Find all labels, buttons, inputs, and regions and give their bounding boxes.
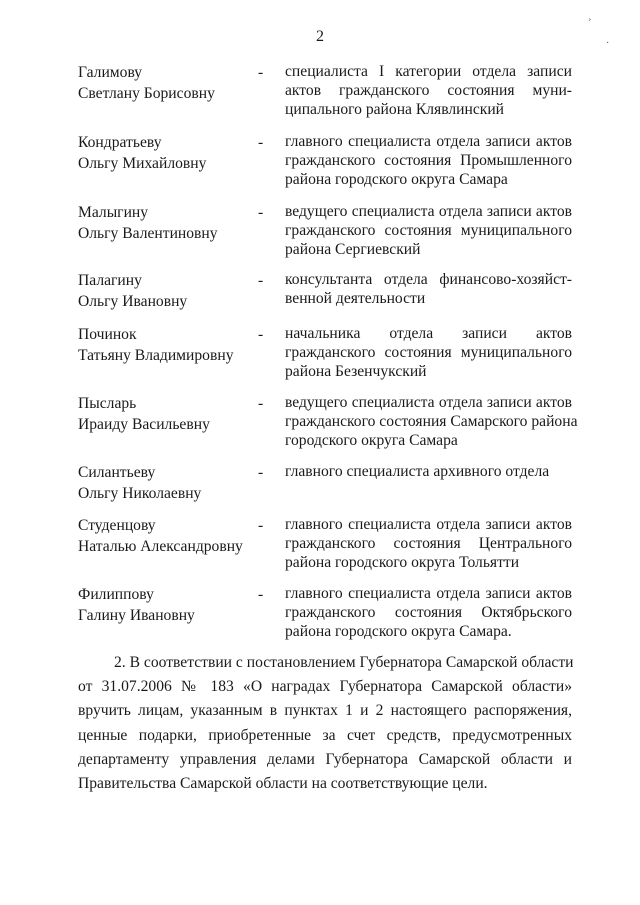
appointee-name: [78, 132, 253, 174]
appointee-position: [285, 324, 572, 381]
appointee-position-line: ведущего специалиста отдела записи актов: [285, 394, 572, 411]
appointee-name-line: Ольгу Михайловну: [78, 155, 207, 172]
appointee-position-line: гражданского состояния Самарского района: [285, 413, 578, 430]
appointee-position: [285, 270, 572, 308]
appointee-position-line: гражданского состояния Центрального: [285, 535, 572, 552]
entry-dash: -: [258, 326, 264, 343]
entry-dash: -: [258, 64, 264, 81]
appointee-position: [285, 515, 572, 572]
appointee-name-line: Филиппову: [78, 586, 154, 603]
appointee-name-line: Палагину: [78, 272, 142, 289]
scan-speck: ·: [606, 38, 610, 49]
appointee-position-line: начальника отдела записи актов: [285, 325, 572, 342]
paragraph-line: от 31.07.2006 № 183 «О наградах Губернатора Самарской области»: [78, 678, 572, 696]
appointee-position: [285, 462, 572, 481]
appointee-name-line: Кондратьеву: [78, 134, 162, 151]
appointee-position-line: главного специалиста отдела записи актов: [285, 585, 572, 602]
appointee-name: [78, 584, 253, 626]
appointee-name-line: Ольгу Николаевну: [78, 485, 202, 502]
appointee-position-line: района городского округа Самара: [285, 171, 508, 188]
appointee-name-line: Починок: [78, 326, 137, 343]
appointee-name-line: Светлану Борисовну: [78, 85, 215, 102]
paragraph-line: департаменту управления делами Губернатора Самарской области и: [78, 750, 572, 768]
appointee-position-line: района Безенчукский: [285, 363, 427, 380]
appointee-name-line: Силантьеву: [78, 464, 156, 481]
appointee-name-line: Ольгу Валентиновну: [78, 225, 218, 242]
appointee-position-line: консультанта отдела финансово-хозяйст-: [285, 271, 572, 288]
paragraph-line: Правительства Самарской области на соответствующие цели.: [78, 775, 488, 793]
appointee-position-line: специалиста I категории отдела записи: [285, 63, 572, 80]
appointee-name-line: Ольгу Ивановну: [78, 293, 188, 310]
appointee-name: [78, 324, 253, 366]
paragraph-line: 2. В соответствии с постановлением Губернатора Самарской области: [114, 654, 574, 671]
appointee-position: [285, 393, 578, 450]
appointee-name-line: Студенцову: [78, 517, 156, 534]
paragraph-line: ценные подарки, приобретенные за счет средств, предусмотренных: [78, 726, 572, 744]
entry-dash: -: [258, 517, 264, 534]
appointee-position: [285, 584, 572, 641]
appointee-position-line: гражданского состояния муниципального: [285, 344, 572, 361]
appointee-name-line: Галину Ивановну: [78, 607, 195, 624]
appointee-name-line: Ираиду Васильевну: [78, 416, 210, 433]
appointee-name-line: Пысларь: [78, 395, 137, 412]
entry-dash: -: [258, 204, 264, 221]
appointee-position-line: гражданского состояния Промышленного: [285, 152, 572, 169]
appointee-name-line: Галимову: [78, 64, 143, 81]
appointee-name-line: Татьяну Владимировну: [78, 347, 234, 364]
appointee-position-line: актов гражданского состояния муни-: [285, 82, 572, 99]
appointee-position-line: гражданского состояния Октябрьского: [285, 604, 572, 621]
entry-dash: -: [258, 395, 264, 412]
appointee-name: [78, 393, 253, 435]
scan-speck: ¸: [588, 10, 592, 21]
appointee-name: [78, 270, 253, 312]
appointee-name-line: Малыгину: [78, 204, 149, 221]
appointee-position-line: района Сергиевский: [285, 241, 421, 258]
entry-dash: -: [258, 134, 264, 151]
appointee-name-line: Наталью Александровну: [78, 538, 243, 555]
appointee-name: [78, 515, 253, 557]
paragraph-2: [78, 651, 572, 796]
appointee-position-line: ведущего специалиста отдела записи актов: [285, 203, 572, 220]
entry-dash: -: [258, 586, 264, 603]
appointee-position-line: гражданского состояния муниципального: [285, 222, 572, 239]
appointee-name: [78, 62, 253, 104]
appointee-position-line: района городского округа Самара.: [285, 623, 512, 640]
page-number: 2: [316, 28, 324, 45]
appointee-position-line: венной деятельности: [285, 290, 426, 307]
appointee-position-line: городского округа Самара: [285, 432, 458, 449]
appointee-position-line: ципального района Клявлинский: [285, 101, 505, 118]
appointee-position-line: главного специалиста отдела записи актов: [285, 516, 572, 533]
entry-dash: -: [258, 464, 264, 481]
entry-dash: -: [258, 272, 264, 289]
appointee-name: [78, 462, 253, 504]
appointee-position-line: главного специалиста отдела записи актов: [285, 133, 572, 150]
appointee-position-line: района городского округа Тольятти: [285, 554, 520, 571]
paragraph-line: вручить лицам, указанным в пунктах 1 и 2 настоящего распоряжения,: [78, 702, 572, 720]
appointee-position: [285, 202, 572, 259]
appointee-name: [78, 202, 253, 244]
appointee-position: [285, 132, 572, 189]
appointee-position: [285, 62, 572, 119]
appointee-position-line: главного специалиста архивного отдела: [285, 463, 550, 480]
